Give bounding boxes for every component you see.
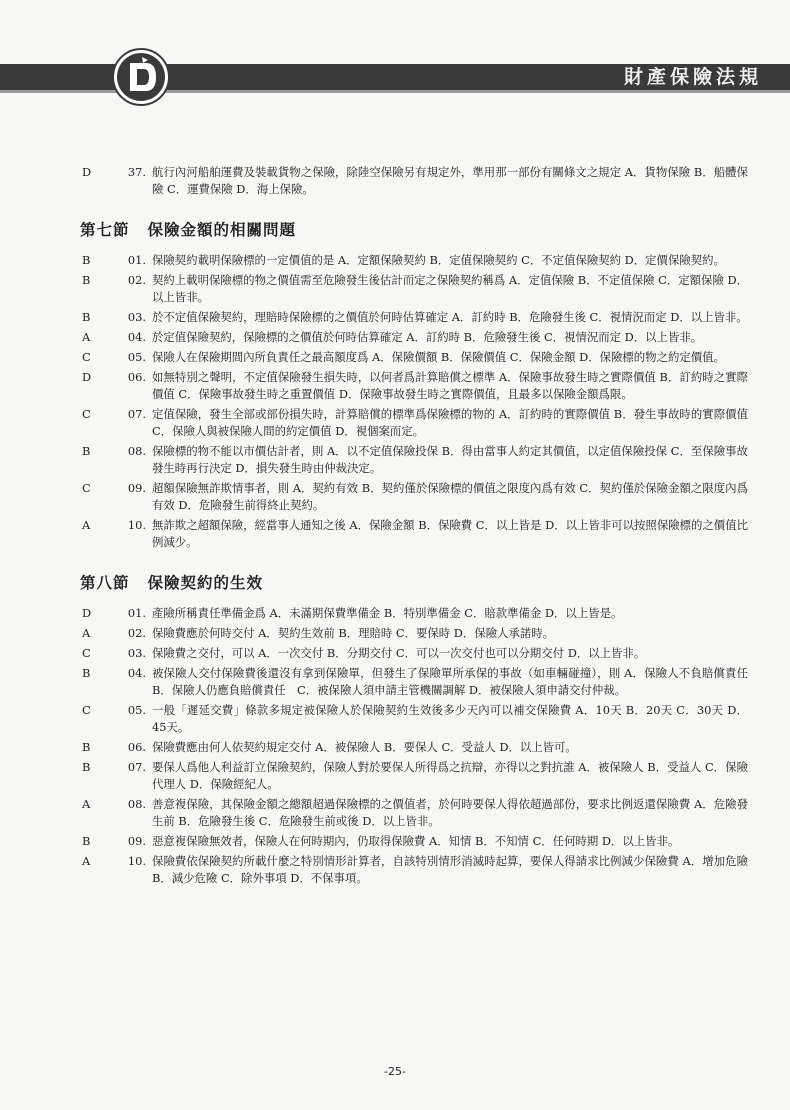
answer-key: B: [82, 273, 91, 287]
answer-key: C: [82, 703, 91, 717]
question-text: 無詐欺之超額保險，經當事人通知之後 A．保險金額 B．保險費 C．以上皆是 D．以上皆非可以按照保險標的之價值比例減少。: [152, 518, 748, 549]
question-list: [80, 605, 748, 887]
question-number: 02.: [127, 626, 146, 640]
page-number: -25-: [384, 1065, 406, 1078]
answer-key: D: [82, 606, 92, 620]
question-text: 保險費依保險契約所載什麼之特別情形計算者，自該特別情形消滅時起算，要保人得請求比例減少保險費 A．增加危險 B．減少危險 C．除外事項 D．不保事項。: [152, 854, 748, 885]
question-row: [80, 645, 748, 662]
question-text: 超額保險無詐欺情事者，則 A．契約有效 B．契約僅於保險標的價值之限度內爲有效 C．契約僅於保險金額之限度內爲有效 D．危險發生前得終止契約。: [152, 481, 748, 512]
answer-key: C: [82, 350, 91, 364]
answer-key: C: [82, 407, 91, 421]
answer-key: C: [82, 646, 91, 660]
answer-key: D: [82, 370, 92, 384]
answer-key: B: [82, 666, 91, 680]
question-number: 04.: [127, 330, 146, 344]
page-header: [0, 40, 790, 110]
answer-key: B: [82, 310, 91, 324]
question-row: [80, 702, 748, 736]
question-row: [80, 853, 748, 887]
section-title: 保險金額的相關問題: [147, 220, 297, 239]
question-number: 05.: [127, 350, 146, 364]
question-text: 保險費之交付，可以 A．一次交付 B．分期交付 C．可以一次交付也可以分期交付 D．以上皆非。: [152, 646, 646, 660]
question-text: 契約上載明保險標的物之價值需至危險發生後估計而定之保險契約稱爲 A．定值保險 B．不定值保險 C．定額保險 D．以上皆非。: [152, 273, 748, 304]
section-label: 第七節: [80, 220, 130, 239]
answer-key: A: [82, 854, 91, 868]
question-number: 03.: [127, 310, 146, 324]
section-heading: [80, 218, 748, 240]
question-row: [80, 252, 748, 269]
question-row: [80, 759, 748, 793]
question-number: 07.: [127, 760, 146, 774]
question-row: [80, 329, 748, 346]
answer-key: B: [82, 834, 91, 848]
question-text: 保險標的物不能以市價估計者，則 A．以不定值保險投保 B．得由當事人約定其價值，以定值保險投保 C．至保險事故發生時再行決定 D．損失發生時由仲裁決定。: [152, 444, 748, 475]
question-number: 03.: [127, 646, 146, 660]
question-list: [80, 252, 748, 551]
question-row: [80, 625, 748, 642]
answer-key: A: [82, 626, 91, 640]
answer-key: B: [82, 740, 91, 754]
question-text: 保險費應由何人依契約規定交付 A．被保險人 B．要保人 C．受益人 D．以上皆可。: [152, 740, 577, 754]
question-text: 如無特別之聲明，不定值保險發生損失時，以何者爲計算賠償之標準 A．保險事故發生時之實際價值 B．訂約時之實際價值 C．保險事故發生時之重置價值 D．保險事故發生時之實際價值，且最多以保險金額爲限。: [152, 370, 748, 401]
question-number: 06.: [127, 370, 146, 384]
answer-key: B: [82, 253, 91, 267]
question-text: 要保人爲他人利益訂立保險契約，保險人對於要保人所得爲之抗辯，亦得以之對抗誰 A．被保險人 B．受益人 C．保險代理人 D．保險經紀人。: [152, 760, 748, 791]
question-text: 保險費應於何時交付 A．契約生效前 B．理賠時 C．要保時 D．保險人承諾時。: [152, 626, 555, 640]
question-row: [80, 796, 748, 830]
answer-key: D: [82, 165, 92, 179]
question-number: 09.: [127, 834, 146, 848]
question-text: 於不定值保險契約，理賠時保險標的之價值於何時估算確定 A．訂約時 B．危險發生後 C．視情況而定 D．以上皆非。: [152, 310, 748, 324]
question-row: [80, 480, 748, 514]
question-number: 08.: [127, 797, 146, 811]
question-number: 06.: [127, 740, 146, 754]
question-number: 05.: [127, 703, 146, 717]
answer-key: B: [82, 444, 91, 458]
section-heading: [80, 571, 748, 593]
question-text: 航行內河船舶運費及裝載貨物之保險，除陸空保險另有規定外，準用那一部份有關條文之規定 A．貨物保險 B．船體保險 C．運費保險 D．海上保險。: [152, 165, 748, 196]
answer-key: B: [82, 760, 91, 774]
question-text: 一般「遲延交費」條款多規定被保險人於保險契約生效後多少天內可以補交保險費 A．10天 B．20天 C．30天 D．45天。: [152, 703, 748, 734]
question-number: 10.: [127, 854, 146, 868]
question-text: 產險所稱責任準備金爲 A．未滿期保費準備金 B．特別準備金 C．賠款準備金 D．以上皆是。: [152, 606, 623, 620]
section-title: 保險契約的生效: [147, 573, 264, 592]
question-row: [80, 833, 748, 850]
question-row: [80, 665, 748, 699]
question-text: 保險契約載明保險標的一定價值的是 A．定額保險契約 B．定值保險契約 C．不定值保險契約 D．定價保險契約。: [152, 253, 725, 267]
header-title: 財產保險法規: [623, 66, 762, 88]
question-text: 惡意複保險無效者，保險人在何時期內，仍取得保險費 A．知情 B．不知情 C．任何時期 D．以上皆非。: [152, 834, 680, 848]
question-number: 02.: [127, 273, 146, 287]
question-number: 10.: [127, 518, 146, 532]
question-text: 於定值保險契約，保險標的之價值於何時估算確定 A．訂約時 B．危險發生後 C．視情況而定 D．以上皆非。: [152, 330, 703, 344]
question-number: 08.: [127, 444, 146, 458]
question-text: 善意複保險，其保險金額之總額超過保險標的之價值者，於何時要保人得依超過部份，要求比例返還保險費 A．危險發生前 B．危險發生後 C．危險發生前或後 D．以上皆非。: [152, 797, 748, 828]
answer-key: A: [82, 330, 91, 344]
question-row: [80, 369, 748, 403]
question-row: [80, 517, 748, 551]
question-number: 01.: [127, 606, 146, 620]
question-text: 定值保險，發生全部或部份損失時，計算賠償的標準爲保險標的物的 A．訂約時的實際價值 B．發生事故時的實際價值 C．保險人與被保險人間的約定價值 D．視個案而定。: [152, 407, 748, 438]
question-row: [80, 443, 748, 477]
section-label: 第八節: [80, 573, 130, 592]
question-row: [80, 406, 748, 440]
question-number: 37.: [127, 165, 146, 179]
question-row: [80, 272, 748, 306]
publisher-logo-icon: [112, 48, 170, 106]
question-number: 07.: [127, 407, 146, 421]
question-text: 被保險人交付保險費後還沒有拿到保險單，但發生了保險單所承保的事故（如車輛碰撞），則 A．保險人不負賠償責任 B．保險人仍應負賠償責任 C．被保險人須申請主管機關調解 D．被保險人須申請交付仲裁。: [152, 666, 748, 697]
question-number: 09.: [127, 481, 146, 495]
question-number: 04.: [127, 666, 146, 680]
answer-key: C: [82, 481, 91, 495]
question-row: [80, 349, 748, 366]
question-row: [80, 164, 748, 198]
question-text: 保險人在保險期間內所負責任之最高額度爲 A．保險價額 B．保險價值 C．保險金額 D．保險標的物之約定價值。: [152, 350, 725, 364]
answer-key: A: [82, 518, 91, 532]
question-number: 01.: [127, 253, 146, 267]
page-content: [80, 164, 748, 890]
question-row: [80, 309, 748, 326]
answer-key: A: [82, 797, 91, 811]
question-row: [80, 739, 748, 756]
question-row: [80, 605, 748, 622]
